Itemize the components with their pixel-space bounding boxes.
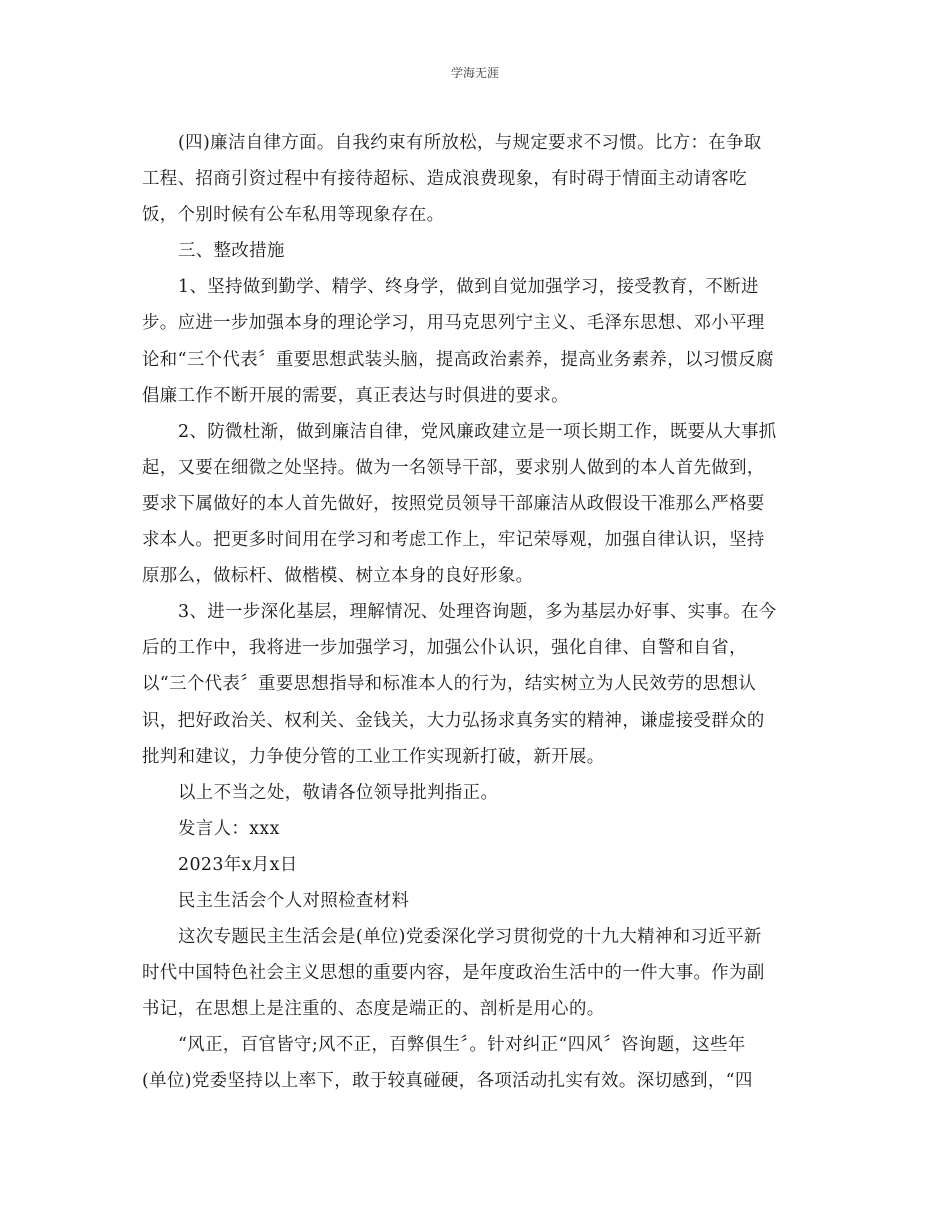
page-header: 学海无涯 [450,66,499,80]
text-line: 三、整改措施 [178,241,285,262]
text-line: 民主生活会个人对照检查材料 [178,890,410,911]
text-line: 后的工作中，我将进一步加强学习，加强公仆认识，强化自律、自警和自省， [142,638,747,659]
text-line: 原那么，做标杆、做楷模、树立本身的良好形象。 [142,566,534,587]
text-line: 批判和建议，力争使分管的工业工作实现新打破，新开展。 [142,746,605,767]
text-line: “风正，百官皆守;风不正，百弊俱生〞。针对纠正“四风〞咨询题，这些年 [178,1035,746,1056]
text-line: 识，把好政治关、权利关、金钱关，大力弘扬求真务实的精神，谦虚接受群众的 [142,710,765,731]
text-line: 发言人：xxx [178,818,280,839]
text-line: 这次专题民主生活会是(单位)党委深化学习贯彻党的十九大精神和习近平新 [178,927,762,948]
text-line: 要求下属做好的本人首先做好，按照党员领导干部廉洁从政假设干准那么严格要 [142,493,765,514]
text-line: 1、坚持做到勤学、精学、终身学，做到自觉加强学习，接受教育，不断进 [178,277,759,298]
text-line: (单位)党委坚持以上率下，敢于较真碰硬，各项活动扎实有效。深切感到，“四 [142,1071,753,1092]
text-line: 以“三个代表〞重要思想指导和标准本人的行为，结实树立为人民效劳的思想认 [142,674,757,695]
text-line: 倡廉工作不断开展的需要，真正表达与时俱进的要求。 [142,385,569,406]
text-line: 书记，在思想上是注重的、态度是端正的、剖析是用心的。 [142,999,605,1020]
text-line: 工程、招商引资过程中有接待超标、造成浪费现象，有时碍于情面主动请客吃 [142,169,747,190]
text-line: 2023年x月x日 [178,854,298,875]
text-line: 3、进一步深化基层，理解情况、处理咨询题，多为基层办好事、实事。在今 [178,602,777,623]
text-line: 步。应进一步加强本身的理论学习，用马克思列宁主义、毛泽东思想、邓小平理 [142,313,765,334]
text-line: 论和“三个代表〞重要思想武装头脑，提高政治素养，提高业务素养，以习惯反腐 [142,349,774,370]
text-line: 起，又要在细微之处坚持。做为一名领导干部，要求别人做到的本人首先做到， [142,457,765,478]
text-line: 饭，个别时候有公车私用等现象存在。 [142,205,445,226]
text-line: 时代中国特色社会主义思想的重要内容，是年度政治生活中的一件大事。作为副 [142,963,765,984]
text-line: 以上不当之处，敬请各位领导批判指正。 [178,782,499,803]
document-body [142,125,808,1100]
text-line: 求本人。把更多时间用在学习和考虑工作上，牢记荣辱观，加强自律认识，坚持 [142,530,765,551]
text-line: 2、防微杜渐，做到廉洁自律，党风廉政建立是一项长期工作，既要从大事抓 [178,421,777,442]
text-line: (四)廉洁自律方面。自我约束有所放松，与规定要求不习惯。比方：在争取 [178,133,762,153]
